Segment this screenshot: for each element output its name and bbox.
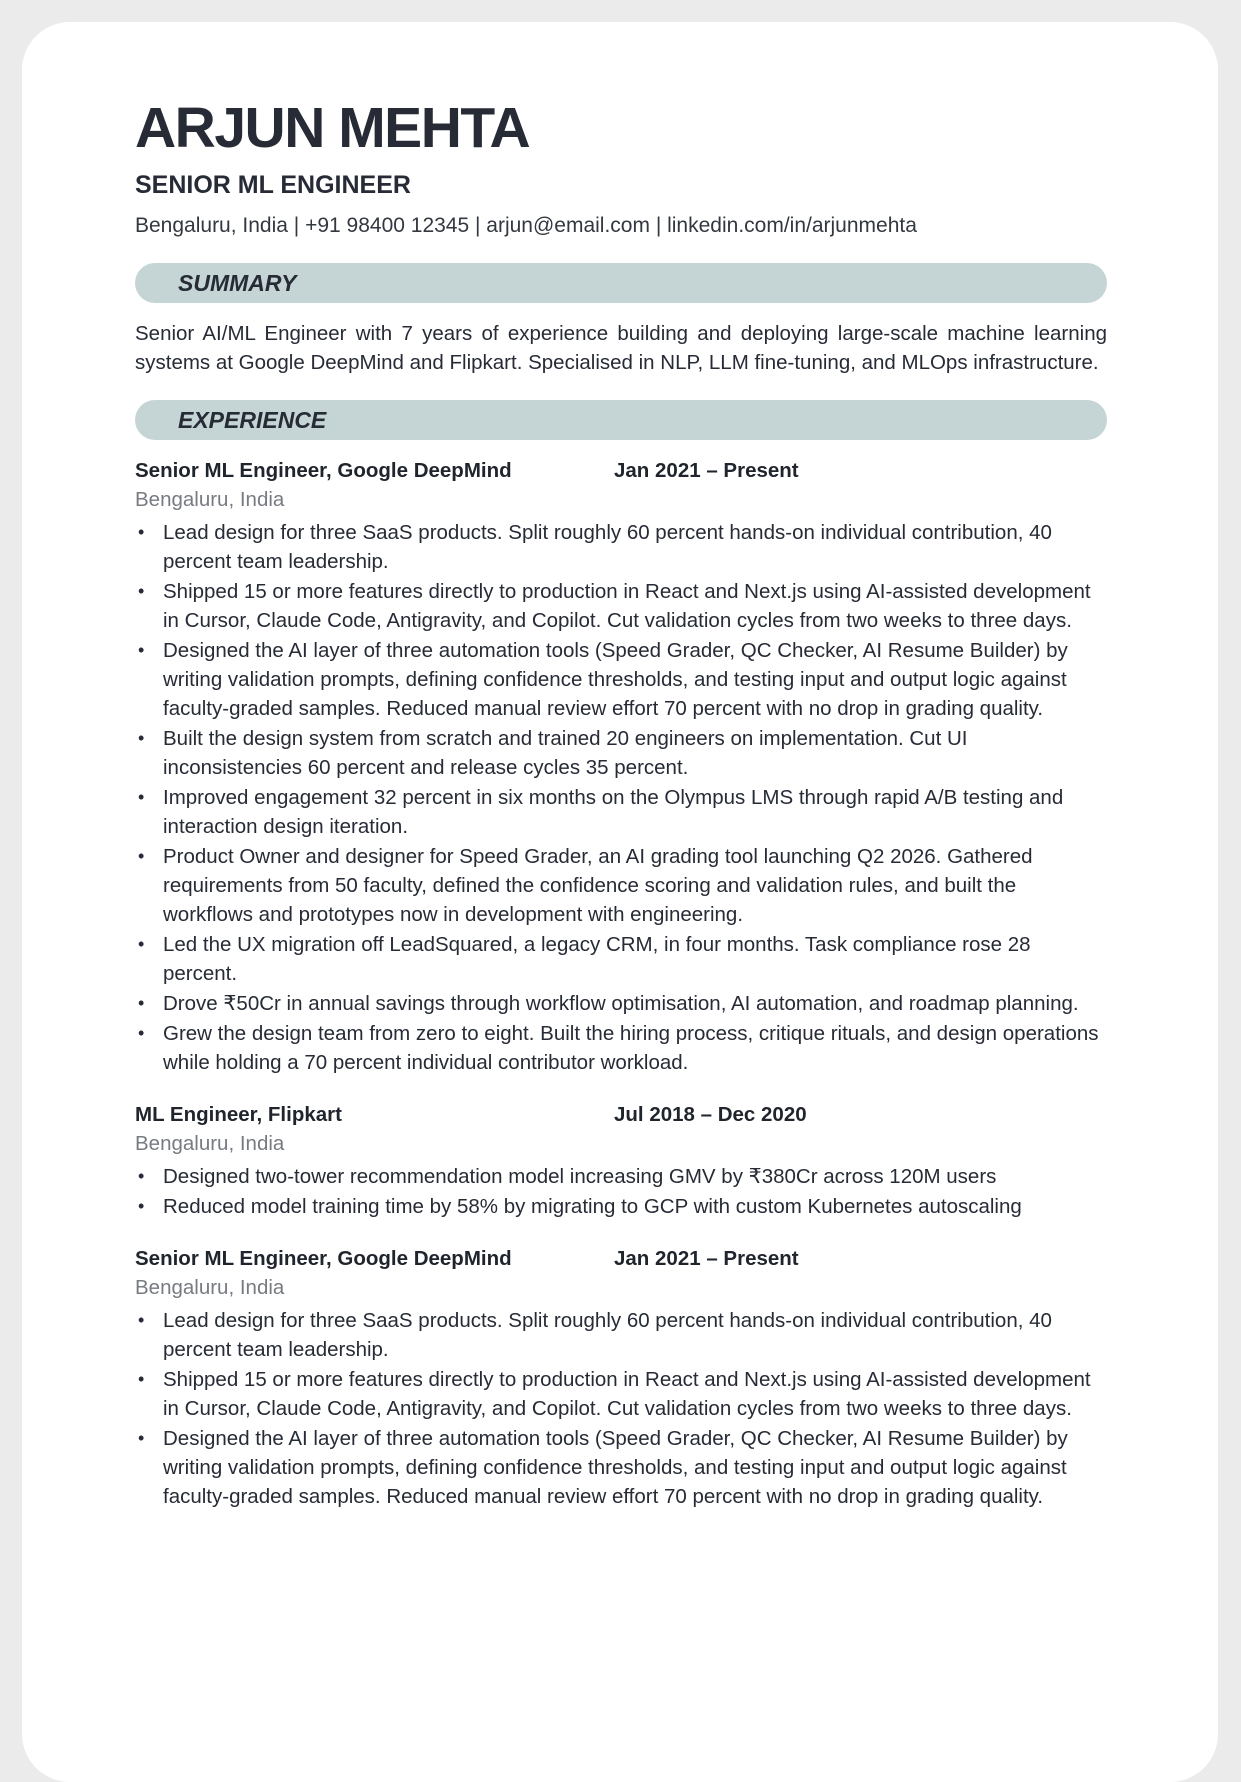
job-bullet-text: Built the design system from scratch and trained 20 engineers on implementation. Cut UI inconsistencies 60 percent and release cycles 35 percent.: [163, 727, 968, 779]
job-bullet-text: Improved engagement 32 percent in six months on the Olympus LMS through rapid A/B testing and interaction design iteration.: [163, 786, 1064, 838]
job-bullet: [135, 1019, 1107, 1077]
job-bullet-text: Shipped 15 or more features directly to production in React and Next.js using AI-assisted development in Cursor, Claude Code, Antigravity, and Copilot. Cut validation cycles from two weeks to three days.: [163, 1368, 1091, 1420]
job-bullet: [135, 989, 1107, 1018]
bullet-dot-icon: •: [138, 787, 145, 807]
candidate-title: SENIOR ML ENGINEER: [135, 171, 411, 199]
job-bullet: [135, 1365, 1107, 1423]
bullet-dot-icon: •: [138, 728, 145, 748]
job-bullet: [135, 636, 1107, 723]
job-bullet-text: Drove ₹50Cr in annual savings through workflow optimisation, AI automation, and roadmap planning.: [163, 992, 1079, 1015]
bullet-dot-icon: •: [138, 522, 145, 542]
job-role: Senior ML Engineer, Google DeepMind: [135, 1247, 512, 1270]
bullet-dot-icon: •: [138, 1428, 145, 1448]
bullet-dot-icon: •: [138, 1166, 145, 1186]
bullet-dot-icon: •: [138, 640, 145, 660]
job-bullet-list: [135, 1162, 1107, 1221]
job-bullet-text: Designed the AI layer of three automation tools (Speed Grader, QC Checker, AI Resume Builder) by writing validation prompts, defining confidence thresholds, and testing input and output logic against faculty-graded samples. Reduced manual review effort 70 percent with no drop in grading quality.: [163, 639, 1068, 720]
job-bullet: [135, 842, 1107, 929]
job-bullet-text: Led the UX migration off LeadSquared, a legacy CRM, in four months. Task compliance rose 28 percent.: [163, 933, 1031, 985]
job-location: Bengaluru, India: [135, 1276, 285, 1299]
job-bullet-text: Designed two-tower recommendation model increasing GMV by ₹380Cr across 120M users: [163, 1165, 997, 1188]
job-dates: Jul 2018 – Dec 2020: [614, 1103, 807, 1126]
summary-heading: SUMMARY: [135, 263, 1107, 303]
candidate-name: ARJUN MEHTA: [135, 96, 530, 160]
job-bullet: [135, 1162, 1107, 1191]
job-header: [135, 1244, 1107, 1274]
job-bullet: [135, 930, 1107, 988]
summary-text: Senior AI/ML Engineer with 7 years of experience building and deploying large-scale machine learning systems at Google DeepMind and Flipkart. Specialised in NLP, LLM fine-tuning, and MLOps infrastructure.: [135, 322, 1107, 374]
job-bullet-text: Designed the AI layer of three automation tools (Speed Grader, QC Checker, AI Resume Builder) by writing validation prompts, defining confidence thresholds, and testing input and output logic against faculty-graded samples. Reduced manual review effort 70 percent with no drop in grading quality.: [163, 1427, 1068, 1508]
job-bullet: [135, 783, 1107, 841]
job-dates: Jan 2021 – Present: [614, 1247, 799, 1270]
bullet-dot-icon: •: [138, 846, 145, 866]
job-bullet-text: Shipped 15 or more features directly to production in React and Next.js using AI-assisted development in Cursor, Claude Code, Antigravity, and Copilot. Cut validation cycles from two weeks to three days.: [163, 580, 1091, 632]
resume-content: [135, 96, 1107, 1512]
experience-heading: EXPERIENCE: [135, 400, 1107, 440]
bullet-dot-icon: •: [138, 934, 145, 954]
job-bullet-list: [135, 518, 1107, 1077]
job-location: Bengaluru, India: [135, 488, 285, 511]
bullet-dot-icon: •: [138, 1196, 145, 1216]
bullet-dot-icon: •: [138, 1310, 145, 1330]
job-role: ML Engineer, Flipkart: [135, 1103, 342, 1126]
bullet-dot-icon: •: [138, 993, 145, 1013]
job-bullet-text: Lead design for three SaaS products. Split roughly 60 percent hands-on individual contribution, 40 percent team leadership.: [163, 521, 1052, 573]
job-bullet: [135, 1306, 1107, 1364]
job-dates: Jan 2021 – Present: [614, 459, 799, 482]
contact-line: Bengaluru, India | +91 98400 12345 | arjun@email.com | linkedin.com/in/arjunmehta: [135, 214, 917, 237]
experience-entry: [135, 1244, 1107, 1511]
job-bullet: [135, 577, 1107, 635]
job-bullet-list: [135, 1306, 1107, 1511]
resume-page: [22, 22, 1218, 1782]
job-location: Bengaluru, India: [135, 1132, 285, 1155]
job-bullet: [135, 518, 1107, 576]
bullet-dot-icon: •: [138, 581, 145, 601]
job-bullet: [135, 1424, 1107, 1511]
bullet-dot-icon: •: [138, 1023, 145, 1043]
job-header: [135, 1100, 1107, 1130]
job-bullet-text: Lead design for three SaaS products. Split roughly 60 percent hands-on individual contribution, 40 percent team leadership.: [163, 1309, 1052, 1361]
job-bullet: [135, 1192, 1107, 1221]
experience-entry: [135, 1100, 1107, 1221]
job-bullet-text: Reduced model training time by 58% by migrating to GCP with custom Kubernetes autoscaling: [163, 1195, 1022, 1218]
job-bullet-text: Product Owner and designer for Speed Grader, an AI grading tool launching Q2 2026. Gathered requirements from 50 faculty, defined the confidence scoring and validation rules, and built the workflows and prototypes now in development with engineering.: [163, 845, 1033, 926]
job-bullet: [135, 724, 1107, 782]
job-header: [135, 456, 1107, 486]
bullet-dot-icon: •: [138, 1369, 145, 1389]
job-role: Senior ML Engineer, Google DeepMind: [135, 459, 512, 482]
experience-list: [135, 456, 1107, 1511]
job-bullet-text: Grew the design team from zero to eight. Built the hiring process, critique rituals, and design operations while holding a 70 percent individual contributor workload.: [163, 1022, 1099, 1074]
experience-entry: [135, 456, 1107, 1077]
